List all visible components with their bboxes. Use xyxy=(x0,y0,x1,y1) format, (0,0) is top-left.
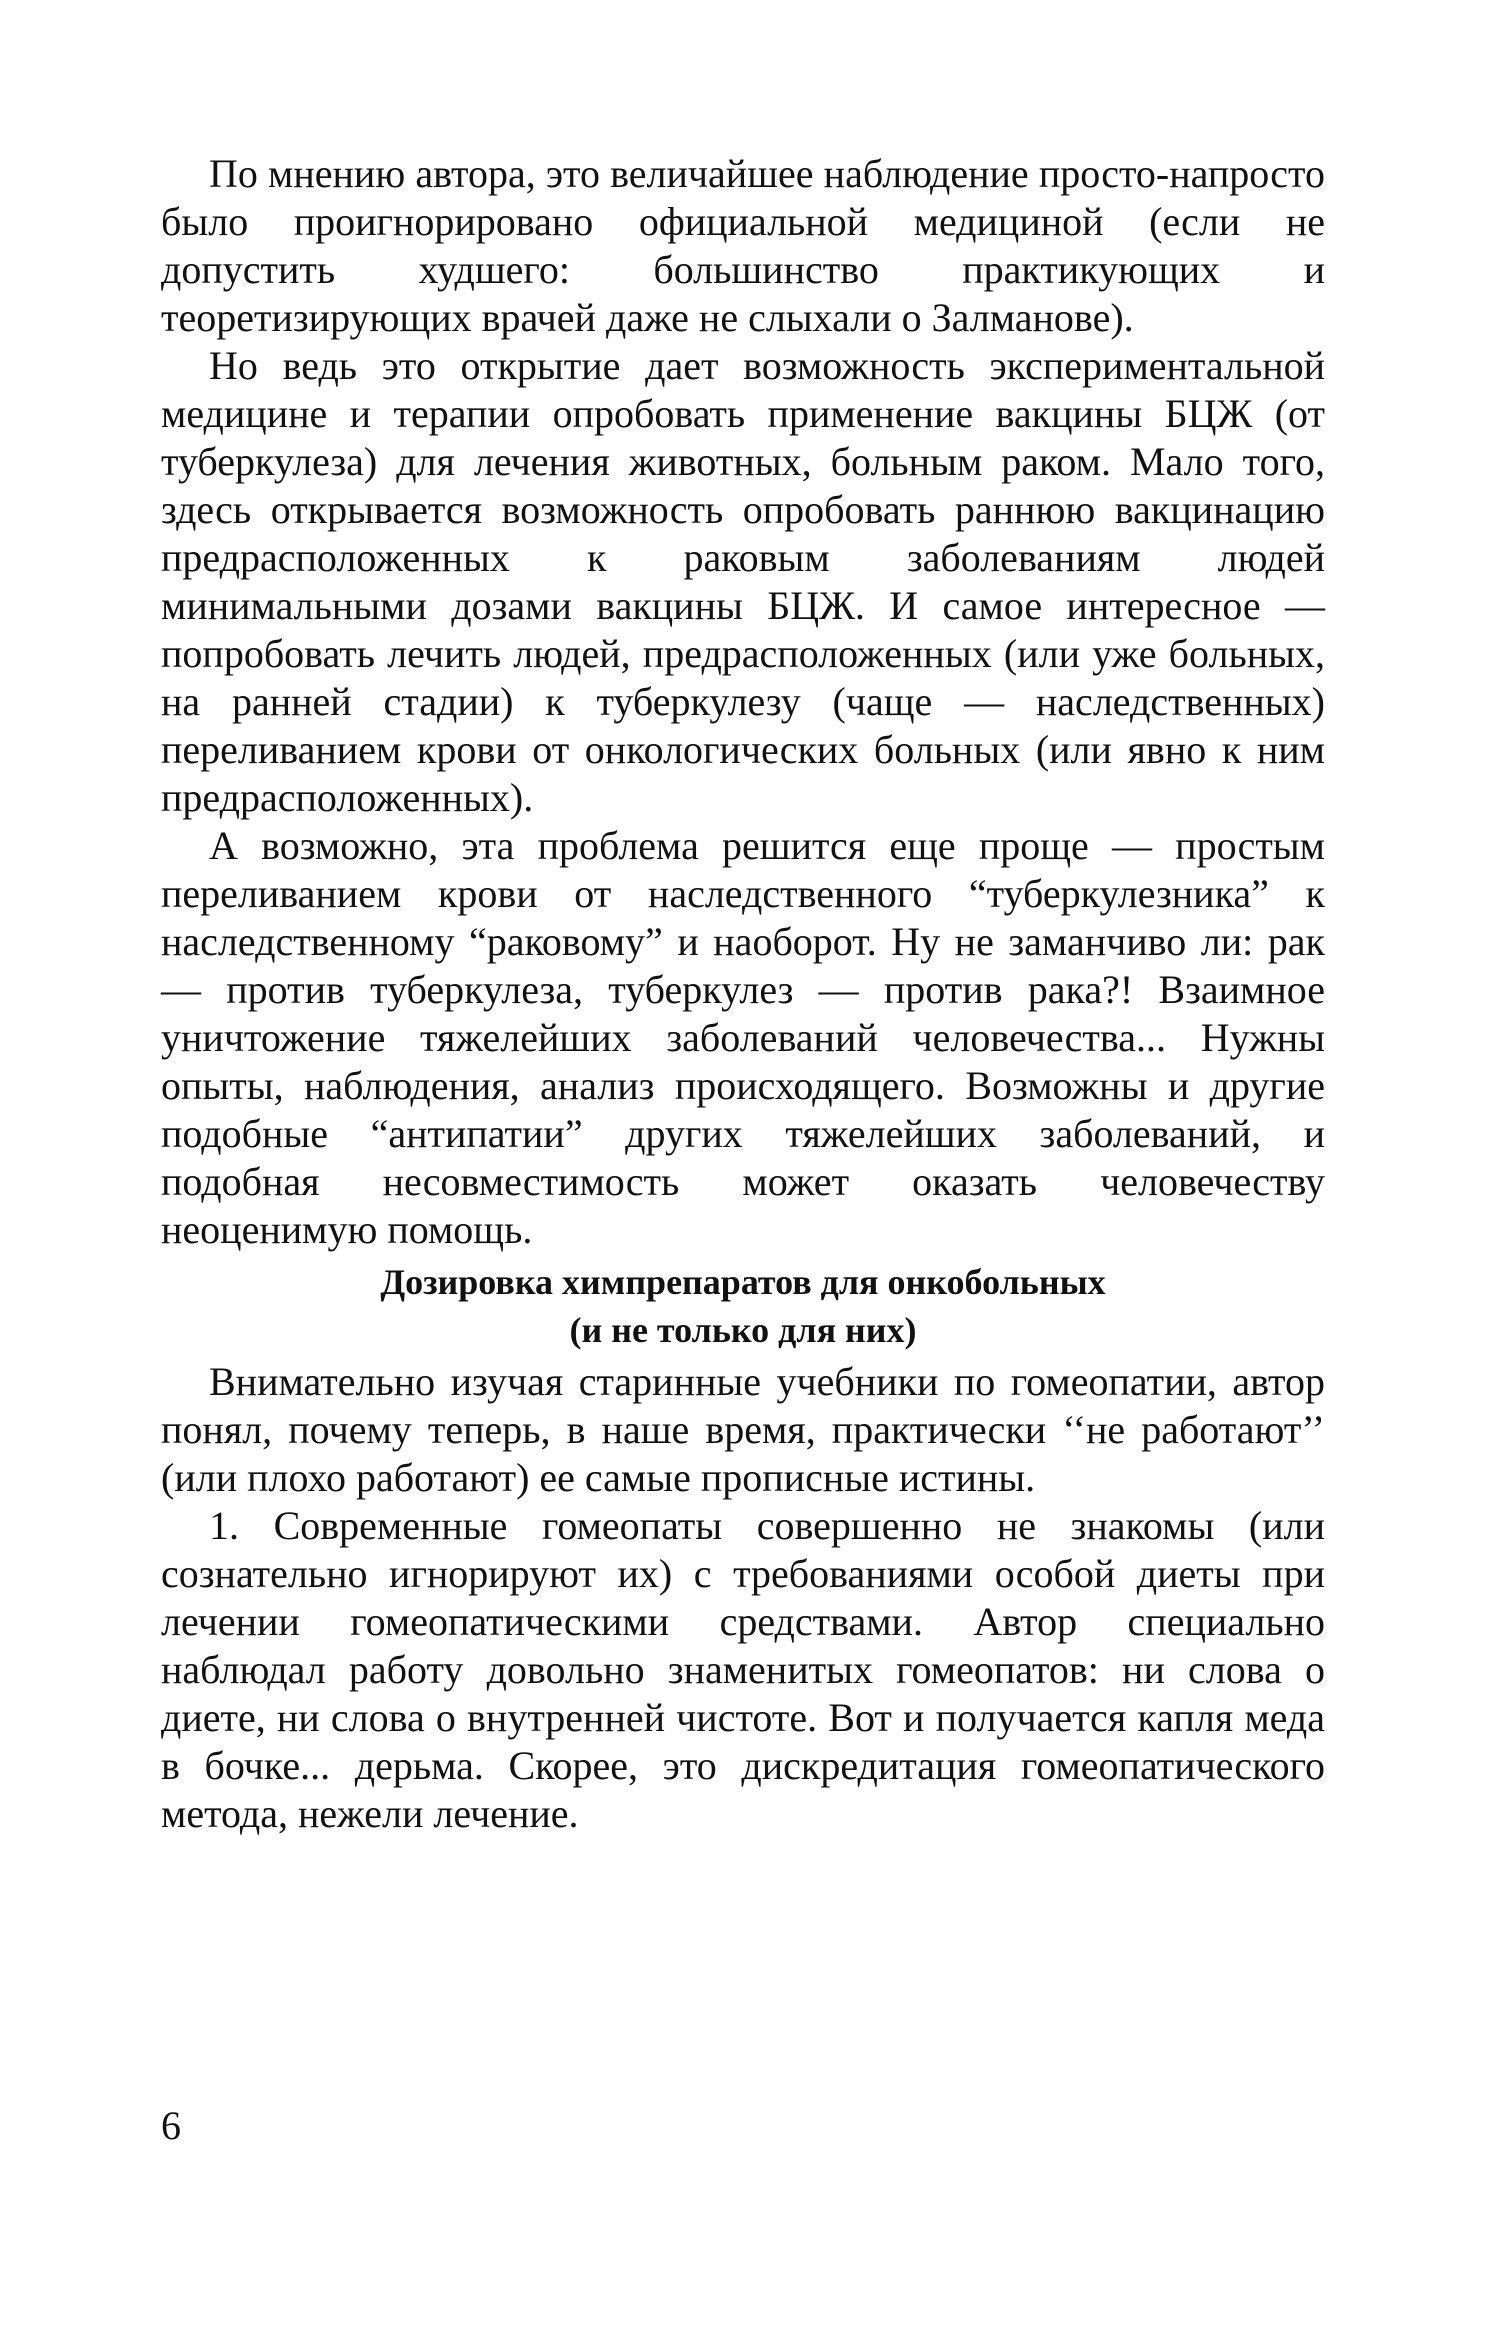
paragraph-homeopathy-diet: 1. Современные гомеопаты совершенно не знакомы (или сознательно игнорируют их) с требованиями особой диеты при лечении гомеопатическими средствами. Автор специально наблюдал работу довольно знаменитых гомеопатов: ни слова о диете, ни слова о внутренней чистоте. Вот и получается капля меда в бочке... дерьма. Скорее, это дискредитация гомеопатического метода, нежели лечение. xyxy=(161,1503,1325,1836)
paragraph-zalmanov: По мнению автора, это величайшее наблюдение просто-напросто было проигнорировано официальной медициной (если не допустить худшего: большинство практикующих и теоретизирующих врачей даже не слыхали о Залманове). xyxy=(161,151,1325,340)
page-text xyxy=(161,150,1325,1838)
paragraph-blood-transfusion: А возможно, эта проблема решится еще проще — простым переливанием крови от наследственного “туберкулезника” к наследственному “раковому” и наоборот. Ну не заманчиво ли: рак — против туберкулеза, туберкулез — против рака?! Взаимное уничтожение тяжелейших заболеваний человечества... Нужны опыты, наблюдения, анализ происходящего. Возможны и другие подобные “антипатии” других тяжелейших заболеваний, и подобная несовместимость может оказать человечеству неоценимую помощь. xyxy=(161,823,1325,1252)
page-number: 6 xyxy=(161,2103,181,2148)
section-heading-line-1: Дозировка химпрепаратов для онкобольных xyxy=(380,1262,1106,1302)
paragraph-bcg-vaccine: Но ведь это открытие дает возможность экспериментальной медицине и терапии опробовать применение вакцины БЦЖ (от туберкулеза) для лечения животных, больным раком. Мало того, здесь открывается возможность опробовать раннюю вакцинацию предрасположенных к раковым заболеваниям людей минимальными дозами вакцины БЦЖ. И самое интересное — попробовать лечить людей, предрасположенных (или уже больных, на ранней стадии) к туберкулезу (чаще — наследственных) переливанием крови от онкологических больных (или явно к ним предрасположенных). xyxy=(161,343,1325,820)
section-heading-line-2: (и не только для них) xyxy=(569,1310,917,1350)
paragraph-homeopathy-intro: Внимательно изучая старинные учебники по гомеопатии, автор понял, почему теперь, в наше время, практически ‘‘не работают’’ (или плохо работают) ее самые прописные истины. xyxy=(161,1359,1325,1500)
section-heading xyxy=(161,1258,1325,1354)
